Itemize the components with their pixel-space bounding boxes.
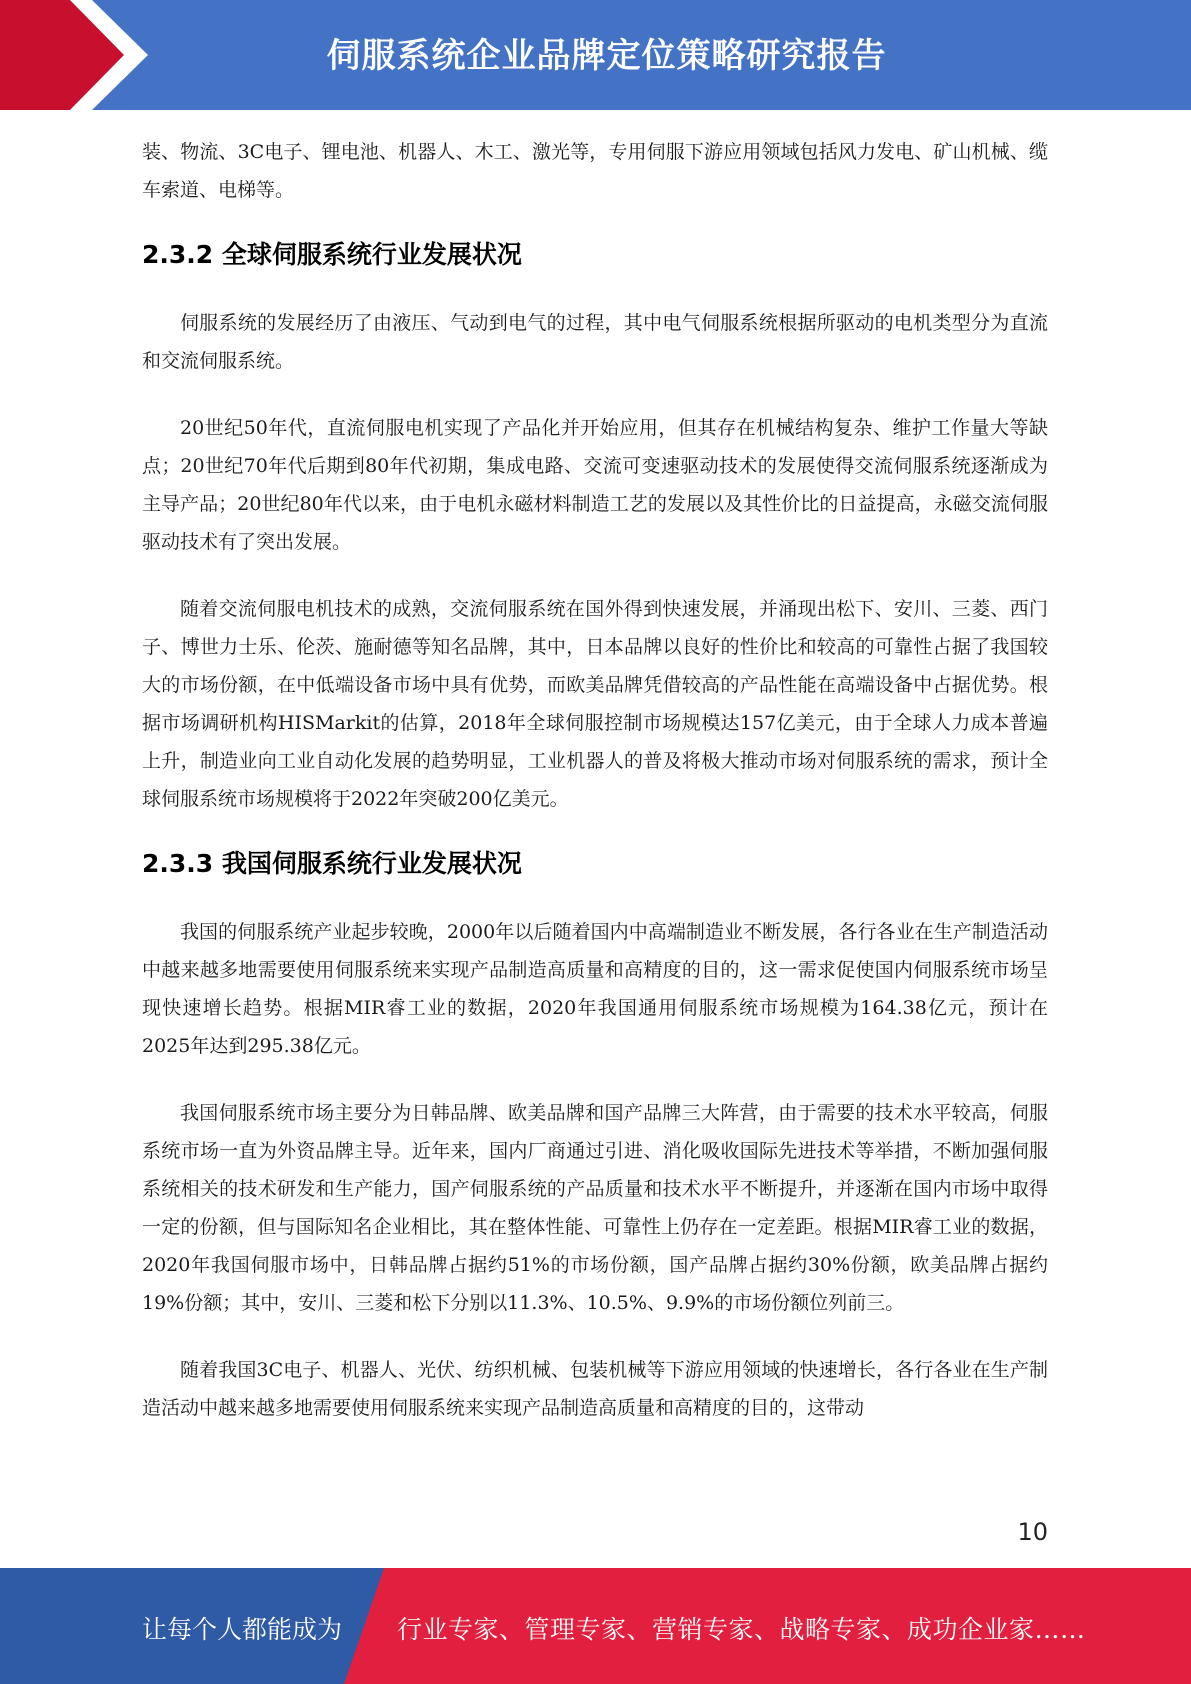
page-header <box>0 0 1191 110</box>
paragraph-intro: 装、物流、3C电子、锂电池、机器人、木工、激光等，专用伺服下游应用领域包括风力发电、矿山机械、缆车索道、电梯等。 <box>142 141 1048 201</box>
page-footer <box>0 1568 1191 1684</box>
paragraph: 随着我国3C电子、机器人、光伏、纺织机械、包装机械等下游应用领域的快速增长，各行各业在生产制造活动中越来越多地需要使用伺服系统来实现产品制造高质量和高精度的目的，这带动 <box>142 1359 1048 1419</box>
footer-slogan-right: 行业专家、管理专家、营销专家、战略专家、成功企业家…… <box>397 1615 1086 1644</box>
section-heading-2-3-3: 2.3.3 我国伺服系统行业发展状况 <box>142 849 522 878</box>
paragraph: 随着交流伺服电机技术的成熟，交流伺服系统在国外得到快速发展，并涌现出松下、安川、三菱、西门子、博世力士乐、伦茨、施耐德等知名品牌，其中，日本品牌以良好的性价比和较高的可靠性占据了我国较大的市场份额，在中低端设备市场中具有优势，而欧美品牌凭借较高的产品性能在高端设备中占据优势。根据市场调研机构HISMarkit的估算，2018年全球伺服控制市场规模达157亿美元，由于全球人力成本普遍上升，制造业向工业自动化发展的趋势明显，工业机器人的普及将极大推动市场对伺服系统的需求，预计全球伺服系统市场规模将于2022年突破200亿美元。 <box>142 598 1048 810</box>
footer-slogan-left: 让每个人都能成为 <box>142 1615 343 1644</box>
paragraph: 我国伺服系统市场主要分为日韩品牌、欧美品牌和国产品牌三大阵营，由于需要的技术水平较高，伺服系统市场一直为外资品牌主导。近年来，国内厂商通过引进、消化吸收国际先进技术等举措，不断加强伺服系统相关的技术研发和生产能力，国产伺服系统的产品质量和技术水平不断提升，并逐渐在国内市场中取得一定的份额，但与国际知名企业相比，其在整体性能、可靠性上仍存在一定差距。根据MIR睿工业的数据，2020年我国伺服市场中，日韩品牌占据约51%的市场份额，国产品牌占据约30%份额，欧美品牌占据约19%份额；其中，安川、三菱和松下分别以11.3%、10.5%、9.9%的市场份额位列前三。 <box>142 1102 1048 1314</box>
paragraph: 伺服系统的发展经历了由液压、气动到电气的过程，其中电气伺服系统根据所驱动的电机类型分为直流和交流伺服系统。 <box>142 312 1048 372</box>
page-number: 10 <box>1017 1518 1048 1546</box>
paragraph: 20世纪50年代，直流伺服电机实现了产品化并开始应用，但其存在机械结构复杂、维护工作量大等缺点；20世纪70年代后期到80年代初期，集成电路、交流可变速驱动技术的发展使得交流伺服系统逐渐成为主导产品；20世纪80年代以来，由于电机永磁材料制造工艺的发展以及其性价比的日益提高，永磁交流伺服驱动技术有了突出发展。 <box>142 417 1048 553</box>
report-title: 伺服系统企业品牌定位策略研究报告 <box>326 36 887 76</box>
section-heading-2-3-2: 2.3.2 全球伺服系统行业发展状况 <box>142 240 522 269</box>
paragraph: 我国的伺服系统产业起步较晚，2000年以后随着国内中高端制造业不断发展，各行各业在生产制造活动中越来越多地需要使用伺服系统来实现产品制造高质量和高精度的目的，这一需求促使国内伺服系统市场呈现快速增长趋势。根据MIR睿工业的数据，2020年我国通用伺服系统市场规模为164.38亿元，预计在2025年达到295.38亿元。 <box>142 921 1048 1057</box>
document-body <box>142 133 1048 1456</box>
